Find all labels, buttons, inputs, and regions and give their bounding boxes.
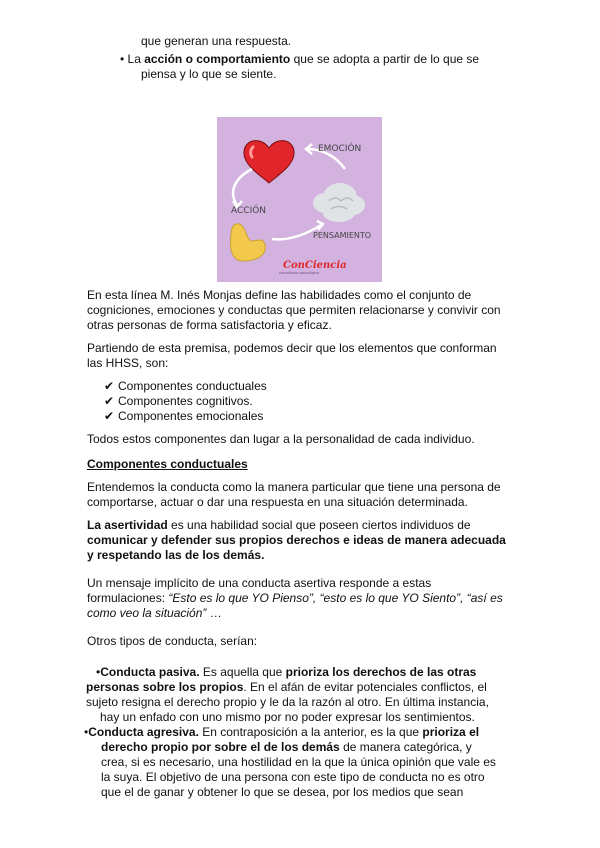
paragraph-line: comunicar y defender sus propios derechos e ideas de manera adecuada: [87, 533, 506, 547]
list-item: [104, 394, 253, 408]
text: En contraposición a la anterior, es la que: [198, 725, 423, 739]
bold-text: prioriza el: [422, 725, 480, 739]
text: es una habilidad social que poseen ciertos individuos de: [167, 518, 471, 532]
bullet-dot: •: [120, 52, 128, 66]
text: …: [206, 606, 222, 620]
paragraph-line: comportarse, actuar o dar una respuesta en una situación determinada.: [87, 495, 468, 509]
bold-text: derecho propio por sobre el de los demás: [101, 740, 340, 754]
list-item: [104, 379, 267, 393]
bold-text: Conducta agresiva.: [88, 725, 199, 739]
logo-subtext: consultorio psicológico: [279, 271, 319, 275]
bold-text: Conducta pasiva.: [100, 665, 200, 679]
paragraph-line: Partiendo de esta premisa, podemos decir que los elementos que conforman: [87, 341, 497, 355]
list-item-label: Componentes cognitivos.: [118, 394, 253, 408]
check-icon: ✔: [104, 379, 115, 393]
bullet-dot: •: [84, 725, 89, 739]
emotion-thought-action-illustration: [217, 117, 382, 282]
list-item-label: Componentes emocionales: [118, 409, 264, 423]
flexed-arm-icon: [231, 224, 266, 261]
paragraph-line: [87, 591, 503, 606]
paragraph-line: Entendemos la conducta como la manera particular que tiene una persona de: [87, 480, 501, 494]
intro-bullet-line2: piensa y lo que se siente.: [141, 67, 277, 81]
check-icon: ✔: [104, 409, 115, 423]
intro-continuation: que generan una respuesta.: [141, 34, 292, 48]
check-icon: ✔: [104, 394, 115, 408]
italic-text: como veo la situación”: [87, 606, 207, 620]
logo-text: ConCiencia: [283, 260, 347, 271]
bold-text: acción o comportamiento: [144, 52, 291, 66]
bullet-line: [101, 740, 472, 755]
bullet-line: [96, 665, 476, 680]
heart-icon: [244, 141, 294, 183]
italic-text: “Esto es lo que YO Pienso”, “esto es lo que YO Siento”, “así es: [168, 591, 503, 605]
paragraph-line: En esta línea M. Inés Monjas define las habilidades como el conjunto de: [87, 288, 472, 302]
bullet-line: la suya. El objetivo de una persona con este tipo de conducta no es otro: [101, 770, 485, 784]
bullet-line: sujeto resigna el derecho propio y le da la razón al otro. En última instancia,: [86, 695, 489, 709]
bold-text: personas sobre los propios: [86, 680, 244, 694]
paragraph-line: Otros tipos de conducta, serían:: [87, 634, 258, 648]
paragraph-line: [87, 518, 471, 533]
paragraph-line: y respetando las de los demás.: [87, 548, 265, 562]
bullet-dot: •: [96, 665, 101, 679]
paragraph-line: Todos estos componentes dan lugar a la personalidad de cada individuo.: [87, 432, 475, 446]
thought-cloud-icon: [313, 183, 365, 222]
section-heading: Componentes conductuales: [87, 457, 248, 471]
bullet-line: [84, 725, 479, 740]
text: de manera categórica, y: [339, 740, 472, 754]
bullet-line: que el de ganar y obtener lo que se desea, por los medios que sean: [101, 785, 464, 799]
paragraph-line: las HHSS, son:: [87, 356, 169, 370]
text: que se adopta a partir de lo que se: [290, 52, 480, 66]
list-item: [104, 409, 263, 423]
paragraph-line: [87, 606, 222, 621]
paragraph-line: cogniciones, emociones y conductas que permiten relacionarse y convivir con: [87, 303, 501, 317]
bullet-line: crea, si es necesario, una hostilidad en la que la única opinión que vale es: [101, 755, 496, 769]
paragraph-line: Un mensaje implícito de una conducta asertiva responde a estas: [87, 576, 432, 590]
text: La: [127, 52, 145, 66]
intro-bullet-line: [120, 52, 479, 67]
text: formulaciones:: [87, 591, 169, 605]
label-emocion: EMOCIÓN: [318, 144, 362, 154]
text: Es aquella que: [199, 665, 286, 679]
bullet-line: hay un enfado con uno mismo por no poder expresar los sentimientos.: [100, 710, 475, 724]
text: . En el afán de evitar potenciales conflictos, el: [243, 680, 487, 694]
list-item-label: Componentes conductuales: [118, 379, 267, 393]
label-accion: ACCIÓN: [231, 206, 267, 216]
bold-text: La asertividad: [87, 518, 168, 532]
label-pensamiento: PENSAMIENTO: [313, 231, 372, 240]
bullet-line: [86, 680, 487, 695]
bold-text: prioriza los derechos de las otras: [285, 665, 477, 679]
paragraph-line: otras personas de forma satisfactoria y eficaz.: [87, 318, 332, 332]
arrow-icon: [233, 169, 252, 205]
